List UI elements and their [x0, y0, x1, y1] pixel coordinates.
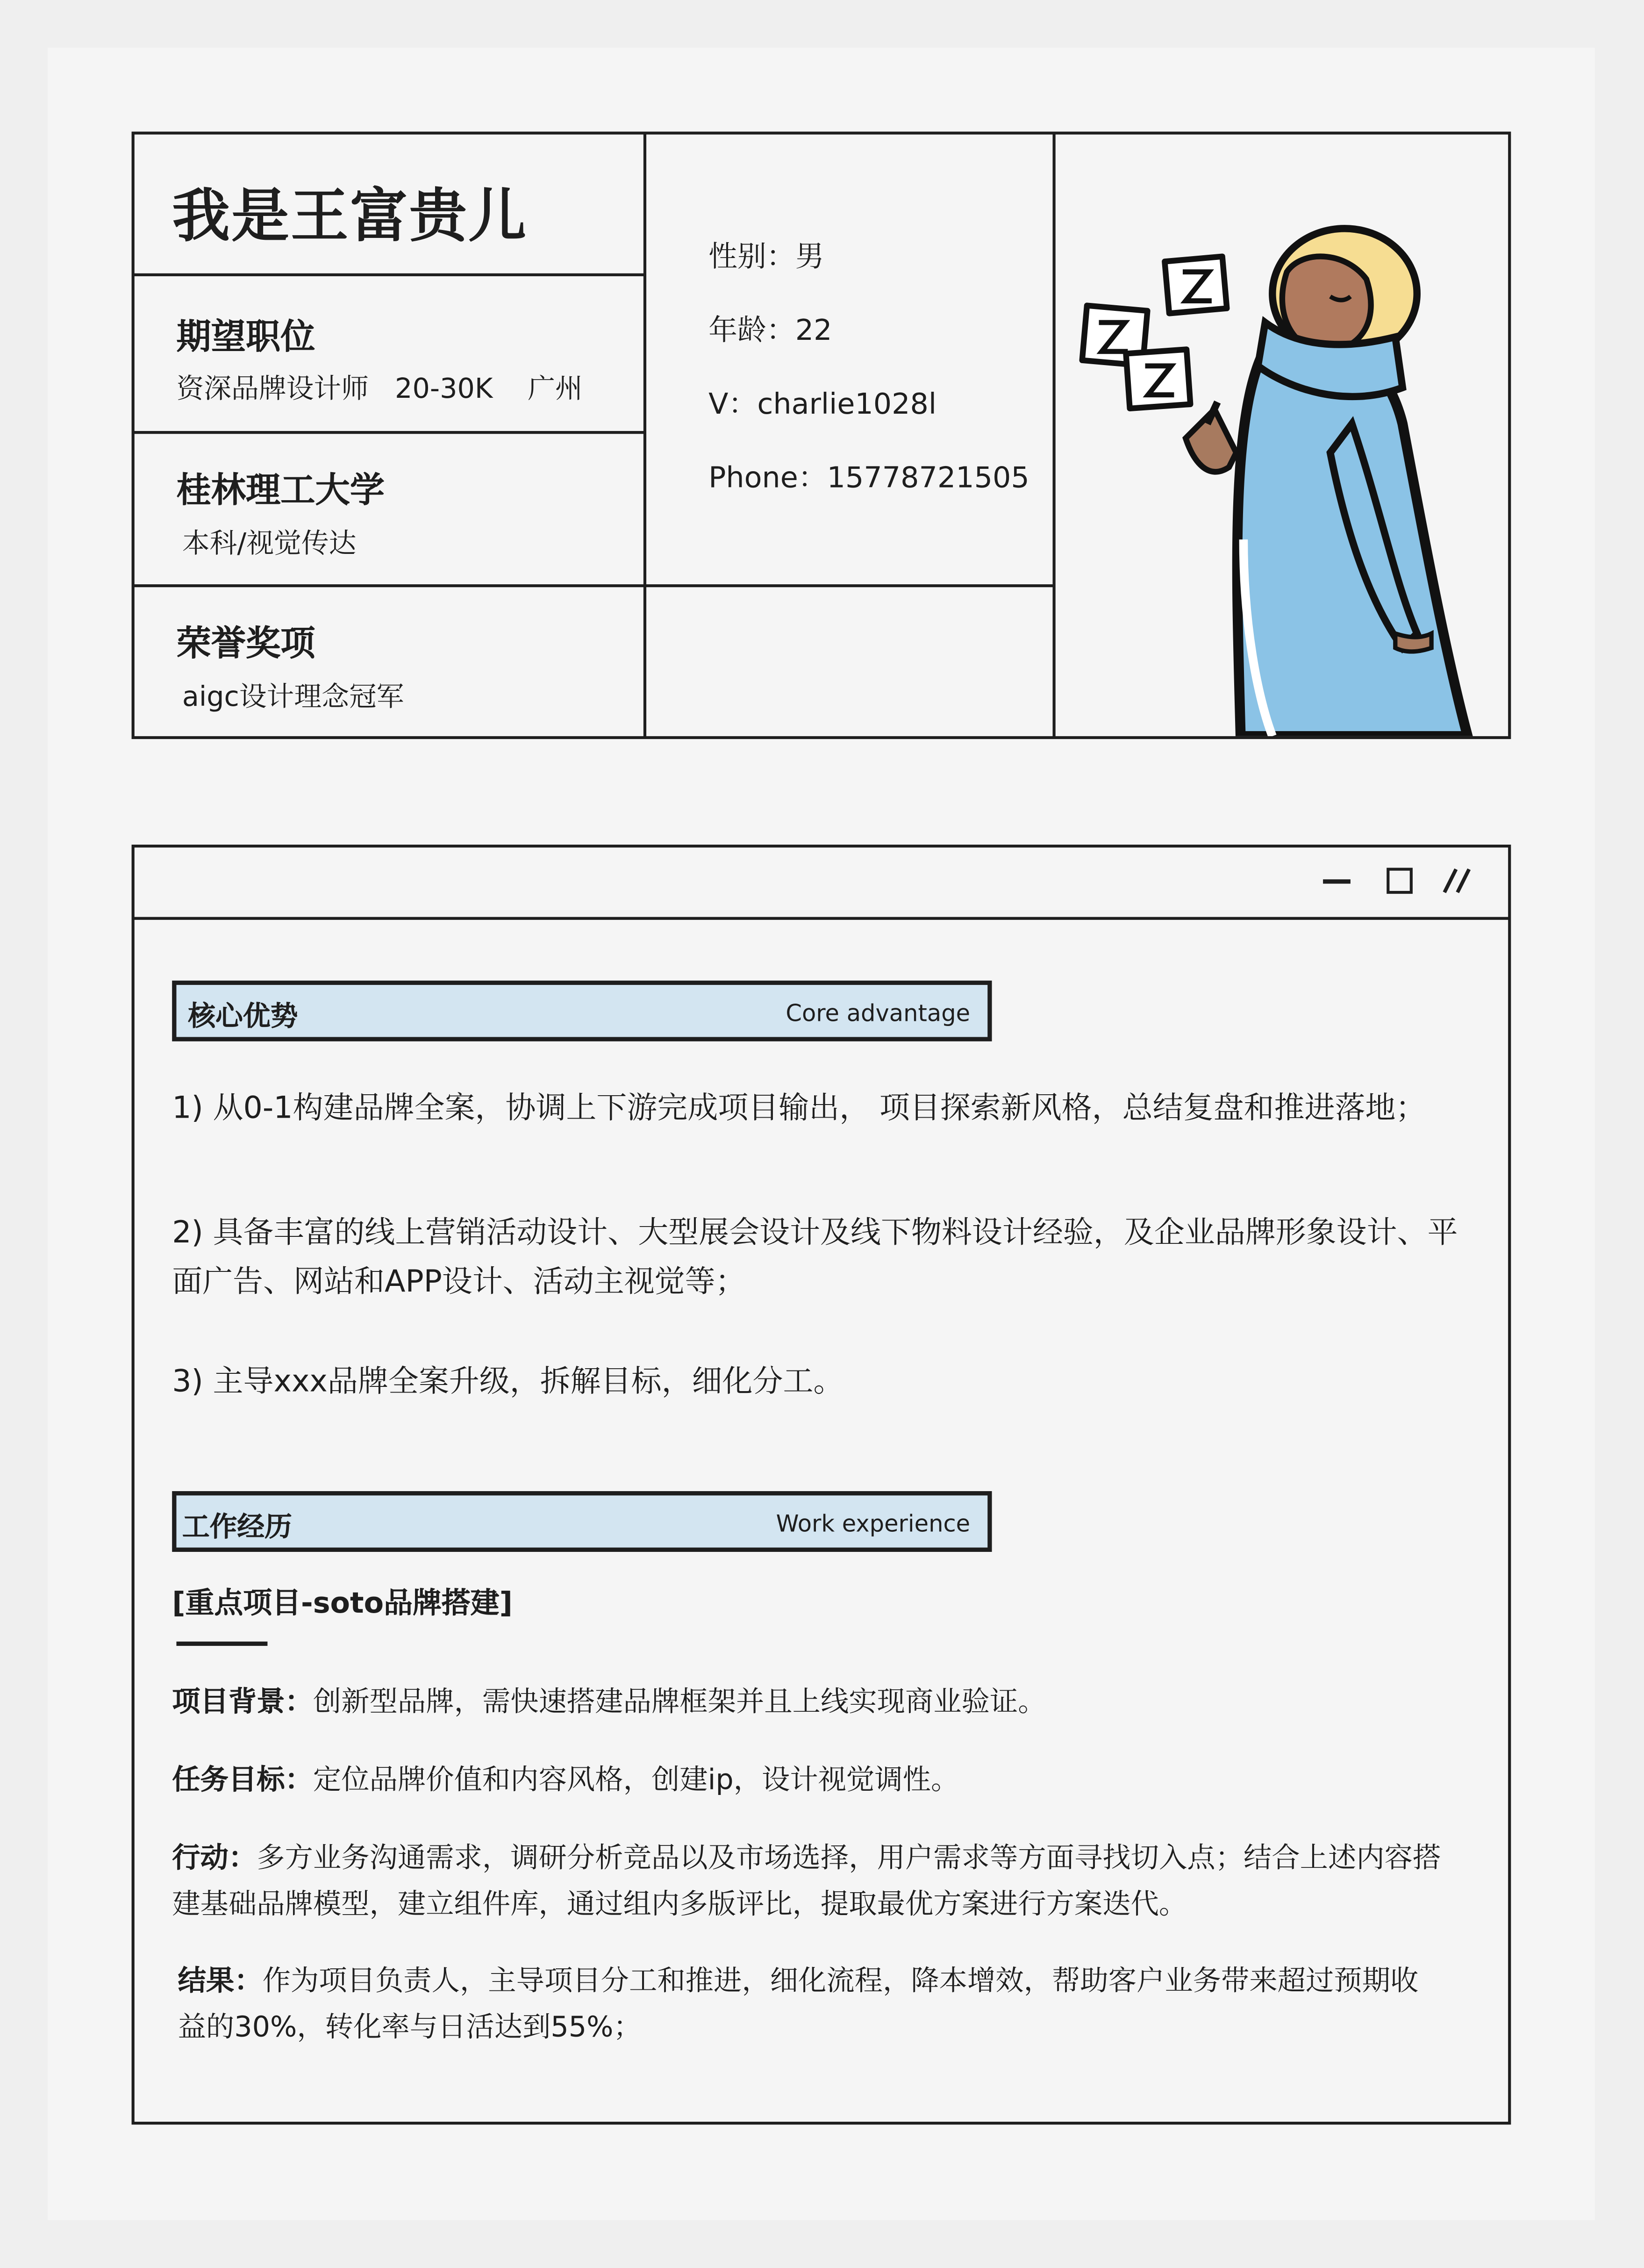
- underline-divider: [176, 1642, 267, 1646]
- age: 年龄：22: [708, 312, 832, 347]
- work-experience-header: [172, 1491, 992, 1552]
- section-title: 工作经历: [182, 1511, 293, 1543]
- core-advantage-header: [172, 981, 992, 1041]
- core-item: 3) 主导xxx品牌全案升级，拆解目标，细化分工。: [172, 1364, 844, 1399]
- section-title: 核心优势: [188, 1001, 298, 1033]
- project-title: [重点项目-soto品牌搭建]: [172, 1585, 513, 1620]
- work-row: [172, 1757, 1473, 1803]
- divider: [133, 273, 645, 276]
- row-text: 定位品牌价值和内容风格，创建ip，设计视觉调性。: [313, 1763, 959, 1796]
- work-row: [178, 1958, 1526, 2051]
- wechat: V：charlie1028l: [708, 386, 937, 421]
- divider: [133, 584, 1054, 587]
- core-item: 1) 从0-1构建品牌全案，协调上下游完成项目输出， 项目探索新风格，总结复盘和推进落地；: [172, 1090, 1426, 1126]
- phone: Phone：15778721505: [708, 459, 1029, 495]
- work-row: [172, 1835, 1459, 1928]
- school-detail: 本科/视觉传达: [182, 528, 357, 560]
- divider: [133, 431, 645, 434]
- work-row: [172, 1679, 1473, 1725]
- row-label: 行动：: [172, 1841, 257, 1874]
- section-title-en: Core advantage: [786, 999, 971, 1027]
- maximize-icon[interactable]: [1387, 868, 1413, 894]
- resize-icon[interactable]: [1442, 866, 1473, 895]
- core-item: 2) 具备丰富的线上营销活动设计、大型展会设计及线下物料设计经验，及企业品牌形象设计、平面广告、网站和APP设计、活动主视觉等；: [172, 1215, 1458, 1299]
- row-text: 多方业务沟通需求，调研分析竞品以及市场选择，用户需求等方面寻找切入点；结合上述内容搭建基础品牌模型，建立组件库，通过组内多版评比，提取最优方案进行方案迭代。: [172, 1841, 1441, 1921]
- school-heading: 桂林理工大学: [176, 470, 385, 511]
- sleeping-character-illustration: [1056, 135, 1508, 736]
- row-text: 创新型品牌，需快速搭建品牌框架并且上线实现商业验证。: [313, 1685, 1046, 1718]
- row-text: 作为项目负责人，主导项目分工和推进，细化流程，降本增效，帮助客户业务带来超过预期收 益的30%，转化率与日活达到55%；: [178, 1964, 1526, 2044]
- divider: [643, 133, 646, 738]
- gender: 性别：男: [708, 238, 824, 273]
- section-title-en: Work experience: [776, 1510, 971, 1538]
- award-detail: aigc设计理念冠军: [182, 681, 404, 713]
- job-detail: 资深品牌设计师 20-30K 广州: [176, 373, 583, 405]
- row-label: 结果：: [178, 1964, 263, 1997]
- job-heading: 期望职位: [176, 316, 315, 358]
- minimize-icon[interactable]: [1323, 879, 1351, 883]
- row-label: 项目背景：: [172, 1685, 313, 1718]
- title-bar-divider: [133, 917, 1510, 920]
- award-heading: 荣誉奖项: [176, 623, 315, 664]
- candidate-name: 我是王富贵儿: [172, 183, 528, 251]
- row-label: 任务目标：: [172, 1763, 313, 1796]
